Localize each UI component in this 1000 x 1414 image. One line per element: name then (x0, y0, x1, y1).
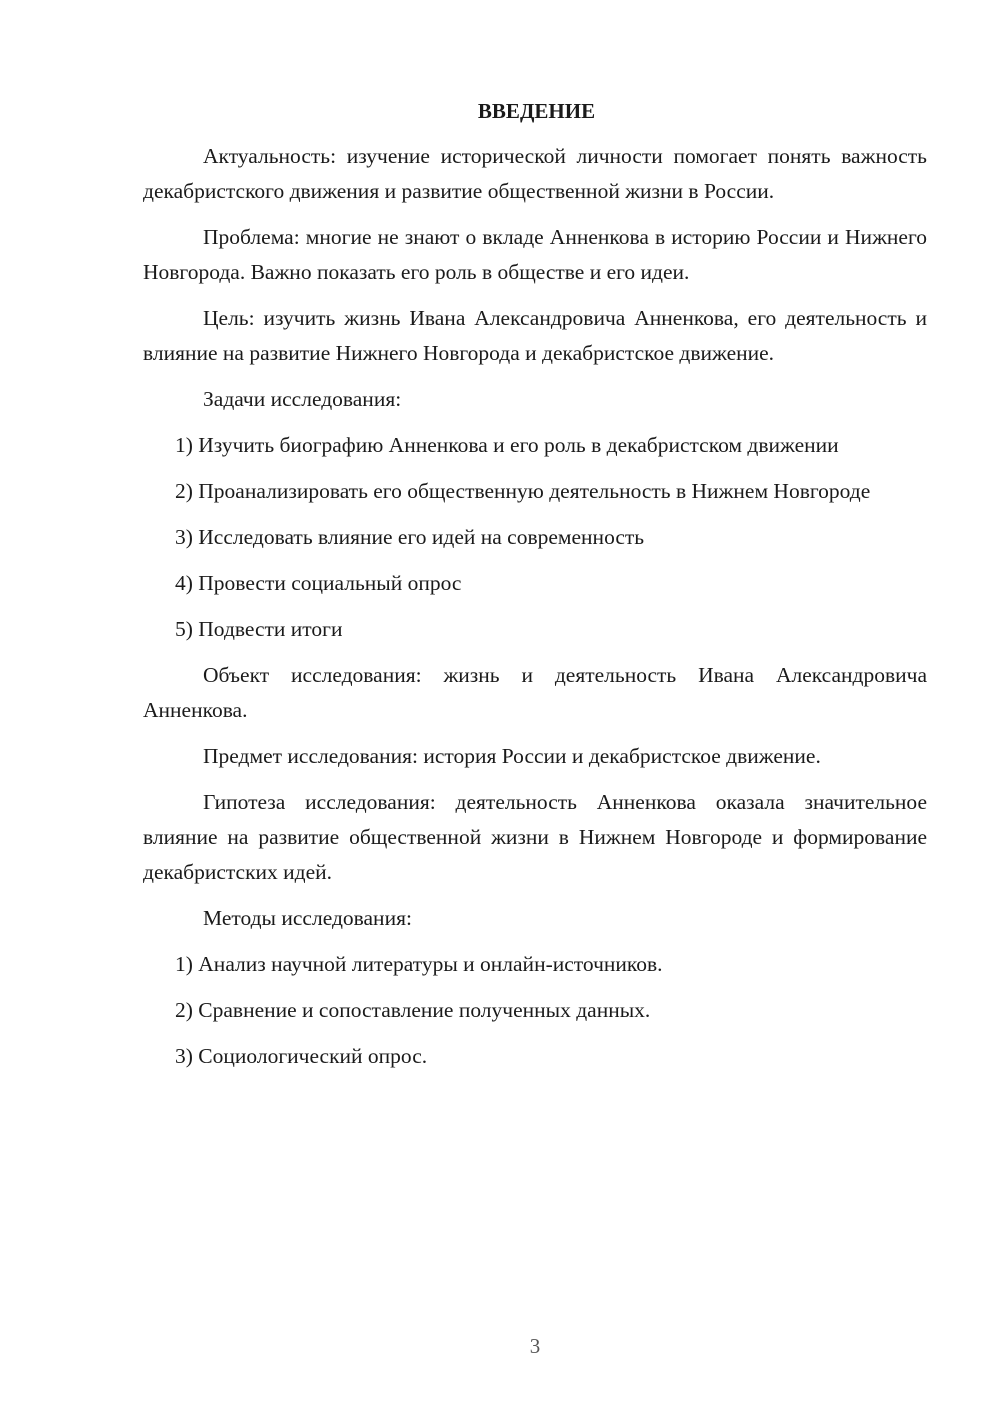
task-item: 5) Подвести итоги (175, 617, 343, 641)
subject-paragraph: Предмет исследования: история России и декабристское движение. (203, 744, 821, 768)
task-item: 4) Провести социальный опрос (175, 571, 462, 595)
task-item: 2) Проанализировать его общественную деятельность в Нижнем Новгороде (175, 479, 871, 503)
methods-title: Методы исследования: (203, 906, 412, 930)
tasks-title: Задачи исследования: (203, 387, 402, 411)
goal-paragraph: Цель: изучить жизнь Ивана Александровича Анненкова, его деятельность и влияние на развитие Нижнего Новгорода и декабристское движение. (143, 306, 927, 365)
method-item: 3) Социологический опрос. (175, 1044, 428, 1068)
document-body (143, 94, 927, 1085)
problem-paragraph: Проблема: многие не знают о вкладе Анненкова в историю России и Нижнего Новгорода. Важно показать его роль в обществе и его идеи. (143, 225, 927, 284)
object-paragraph: Объект исследования: жизнь и деятельность Ивана Александровича Анненкова. (143, 663, 927, 722)
section-heading: ВВЕДЕНИЕ (477, 99, 596, 123)
page-number: 3 (529, 1334, 541, 1358)
relevance-paragraph: Актуальность: изучение исторической личности помогает понять важность декабристского движения и развитие общественной жизни в России. (143, 144, 927, 203)
hypothesis-paragraph: Гипотеза исследования: деятельность Анненкова оказала значительное влияние на развитие общественной жизни в Нижнем Новгороде и формирование декабристских идей. (143, 790, 927, 884)
method-item: 1) Анализ научной литературы и онлайн-источников. (175, 952, 663, 976)
task-item: 1) Изучить биографию Анненкова и его роль в декабристском движении (175, 433, 839, 457)
method-item: 2) Сравнение и сопоставление полученных данных. (175, 998, 651, 1022)
task-item: 3) Исследовать влияние его идей на современность (175, 525, 645, 549)
